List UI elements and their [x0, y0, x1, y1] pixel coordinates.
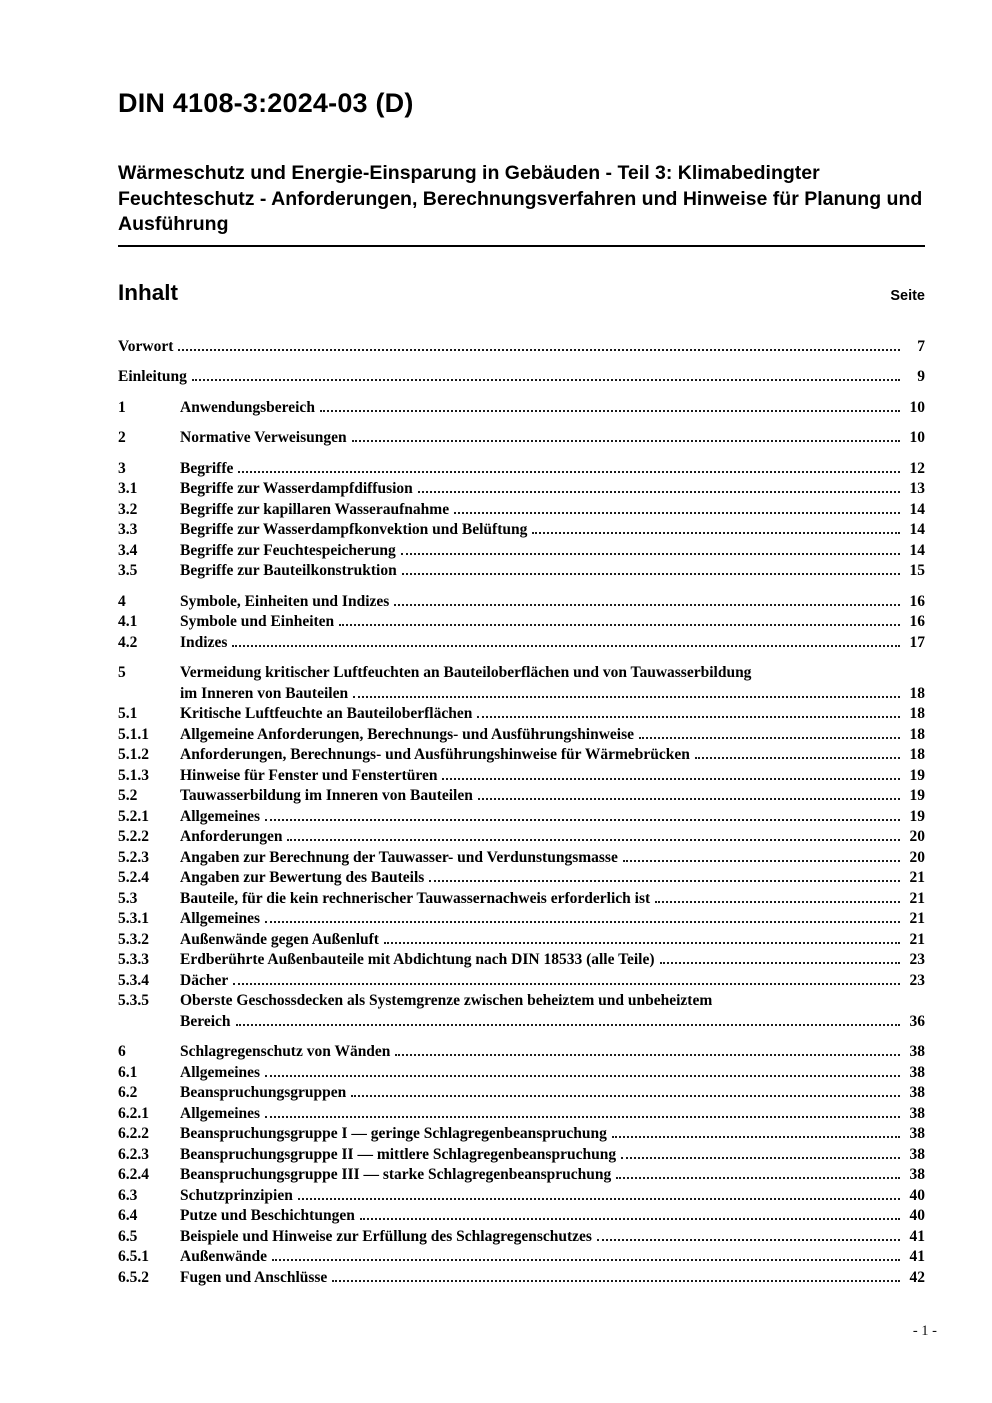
toc-entry-title: Schutzprinzipien: [180, 1186, 293, 1204]
toc-entry[interactable]: [118, 1268, 925, 1289]
toc-entry-page: 19: [909, 807, 925, 825]
toc-entry[interactable]: [118, 500, 925, 521]
toc-entry-number: 3: [118, 459, 126, 477]
toc-entry-number: 5.2: [118, 787, 138, 804]
toc-entry[interactable]: [118, 541, 925, 562]
toc-dot-leader: [478, 798, 900, 800]
toc-entry-page: 14: [909, 541, 925, 559]
toc-entry-page: 14: [909, 521, 925, 538]
toc-dot-leader: [418, 491, 900, 493]
toc-dot-leader: [597, 1239, 900, 1241]
toc-entry-title: Beispiele und Hinweise zur Erfüllung des Schlagregenschutzes: [180, 1227, 592, 1245]
toc-entry[interactable]: [118, 909, 925, 930]
toc-entry-title: Einleitung: [118, 368, 187, 385]
toc-entry-page: 18: [909, 746, 925, 763]
toc-entry[interactable]: [118, 807, 925, 828]
toc-entry-page: 38: [909, 1084, 925, 1101]
toc-dot-leader: [429, 880, 900, 882]
toc-entry-title: Symbole und Einheiten: [180, 613, 335, 630]
toc-entry-continuation[interactable]: [118, 684, 925, 705]
toc-dot-leader: [287, 839, 900, 841]
toc-dot-leader: [236, 1024, 900, 1026]
toc-dot-leader: [660, 962, 900, 964]
toc-dot-leader: [298, 1198, 900, 1200]
toc-entry-page: 19: [909, 766, 925, 784]
toc-entry[interactable]: [118, 459, 925, 480]
toc-entry-page: 21: [909, 910, 925, 927]
toc-entry-page: 17: [909, 633, 925, 651]
toc-entry-number: 5.1.3: [118, 766, 149, 784]
toc-dot-leader: [332, 1280, 900, 1282]
toc-dot-leader: [351, 1095, 900, 1097]
toc-entry-title: Anforderungen, Berechnungs- und Ausführungshinweise für Wärmebrücken: [180, 746, 690, 763]
toc-entry-number: 6.1: [118, 1063, 138, 1081]
toc-entry-number: 5.1: [118, 705, 138, 722]
toc-entry-number: 6.2: [118, 1084, 138, 1101]
toc-entry-number: 3.5: [118, 562, 138, 579]
toc-dot-leader: [394, 604, 900, 606]
toc-entry[interactable]: [118, 1186, 925, 1207]
toc-dot-leader: [353, 696, 900, 698]
toc-entry-title: Angaben zur Berechnung der Tauwasser- und Verdunstungsmasse: [180, 848, 618, 866]
toc-dot-leader: [265, 1116, 900, 1118]
toc-entry-title: Hinweise für Fenster und Fenstertüren: [180, 766, 438, 784]
toc-entry-page: 20: [909, 848, 925, 866]
toc-entry-title: Erdberührte Außenbauteile mit Abdichtung nach DIN 18533 (alle Teile): [180, 951, 655, 968]
toc-entry-page: 38: [909, 1145, 925, 1163]
toc-entry-title: Anforderungen: [180, 828, 283, 845]
toc-entry-page: 38: [909, 1043, 925, 1060]
toc-entry-number: 5: [118, 664, 126, 681]
toc-entry-number: 3.2: [118, 500, 138, 518]
toc-dot-leader: [612, 1136, 900, 1138]
toc-dot-leader: [320, 410, 900, 412]
toc-entry-page: 18: [909, 725, 925, 743]
toc-entry-title: Allgemeines: [180, 910, 261, 927]
toc-entry-title: Tauwasserbildung im Inneren von Bauteilen: [180, 787, 473, 804]
toc-entry-title: Beanspruchungsgruppe III — starke Schlagregenbeanspruchung: [180, 1166, 612, 1183]
toc-list: [118, 337, 925, 1289]
toc-entry-number: 5.3.3: [118, 951, 149, 968]
toc-entry-title: Kritische Luftfeuchte an Bauteiloberflächen: [180, 705, 473, 722]
toc-entry-title: Vorwort: [118, 337, 174, 355]
toc-entry[interactable]: [118, 663, 925, 684]
toc-entry[interactable]: [118, 848, 925, 869]
toc-entry[interactable]: [118, 889, 925, 910]
toc-entry-title: Begriffe zur kapillaren Wasseraufnahme: [180, 500, 450, 518]
toc-entry-title: Beanspruchungsgruppe I — geringe Schlagregenbeanspruchung: [180, 1125, 607, 1142]
toc-entry-title-line2: Bereich: [180, 1012, 231, 1030]
toc-entry-number: 6.2.1: [118, 1104, 149, 1122]
toc-entry-number: 6.5.1: [118, 1248, 149, 1265]
toc-entry-number: 5.3.1: [118, 910, 149, 927]
toc-entry[interactable]: [118, 725, 925, 746]
toc-entry-page: 38: [909, 1063, 925, 1081]
toc-entry-page: 10: [909, 398, 925, 416]
toc-entry[interactable]: [118, 766, 925, 787]
toc-entry-page: 40: [909, 1207, 925, 1224]
toc-entry[interactable]: [118, 1227, 925, 1248]
toc-dot-leader: [616, 1177, 900, 1179]
toc-entry-title: Begriffe zur Bauteilkonstruktion: [180, 562, 397, 579]
toc-entry[interactable]: [118, 633, 925, 654]
toc-entry[interactable]: [118, 367, 925, 388]
toc-entry-page: 18: [909, 705, 925, 722]
toc-entry-title: Symbole, Einheiten und Indizes: [180, 592, 390, 610]
toc-entry[interactable]: [118, 827, 925, 848]
toc-entry-title: Schlagregenschutz von Wänden: [180, 1043, 391, 1060]
toc-entry-number: 2: [118, 429, 126, 446]
toc-entry[interactable]: [118, 1247, 925, 1268]
toc-dot-leader: [395, 1054, 900, 1056]
toc-entry-title: Außenwände gegen Außenluft: [180, 930, 379, 948]
toc-entry-number: 5.3.2: [118, 930, 149, 948]
toc-entry-number: 4.2: [118, 633, 138, 651]
toc-entry[interactable]: [118, 1063, 925, 1084]
toc-dot-leader: [233, 983, 900, 985]
toc-entry-number: 5.3: [118, 889, 138, 907]
toc-entry-number: 3.4: [118, 541, 138, 559]
toc-dot-leader: [265, 921, 900, 923]
toc-entry[interactable]: [118, 930, 925, 951]
toc-entry-page: 38: [909, 1125, 925, 1142]
toc-entry[interactable]: [118, 868, 925, 889]
footer-page-number: - 1 -: [912, 1323, 937, 1339]
toc-dot-leader: [477, 716, 900, 718]
toc-entry-title: Beanspruchungsgruppen: [180, 1084, 347, 1101]
toc-entry[interactable]: [118, 1042, 925, 1063]
toc-entry-number: 6.2.2: [118, 1125, 149, 1142]
toc-entry[interactable]: [118, 950, 925, 971]
toc-entry-number: 6.4: [118, 1207, 138, 1224]
toc-entry[interactable]: [118, 612, 925, 633]
toc-entry-number: 6.2.4: [118, 1166, 149, 1183]
toc-entry-number: 5.2.3: [118, 848, 149, 866]
toc-entry[interactable]: [118, 398, 925, 419]
toc-entry-number: 4: [118, 592, 126, 610]
toc-entry-title: Bauteile, für die kein rechnerischer Tauwassernachweis erforderlich ist: [180, 889, 651, 907]
toc-header: [118, 280, 925, 306]
toc-entry-title: Allgemeines: [180, 1063, 261, 1081]
toc-entry[interactable]: [118, 786, 925, 807]
toc-entry-number: 3.1: [118, 480, 138, 497]
toc-entry[interactable]: [118, 745, 925, 766]
toc-dot-leader: [339, 624, 900, 626]
toc-entry[interactable]: [118, 520, 925, 541]
toc-entry-page: 18: [909, 684, 925, 702]
toc-dot-leader: [639, 737, 900, 739]
toc-entry-title: Beanspruchungsgruppe II — mittlere Schlagregenbeanspruchung: [180, 1145, 617, 1163]
toc-dot-leader: [265, 1075, 900, 1077]
toc-entry[interactable]: [118, 1124, 925, 1145]
toc-entry-page: 21: [909, 889, 925, 907]
toc-entry[interactable]: [118, 991, 925, 1012]
toc-entry-number: 5.2.2: [118, 828, 149, 845]
toc-entry-number: 5.2.1: [118, 807, 149, 825]
toc-entry-title: Angaben zur Bewertung des Bauteils: [180, 869, 425, 886]
toc-entry[interactable]: [118, 971, 925, 992]
toc-entry-page: 42: [909, 1268, 925, 1286]
toc-entry[interactable]: [118, 592, 925, 613]
toc-entry-number: 6.5.2: [118, 1268, 149, 1286]
toc-entry[interactable]: [118, 479, 925, 500]
toc-entry-page: 21: [909, 869, 925, 886]
toc-dot-leader: [232, 645, 900, 647]
toc-entry-title: Vermeidung kritischer Luftfeuchten an Bauteiloberflächen und von Tauwasserbildung: [180, 664, 752, 681]
document-title: Wärmeschutz und Energie-Einsparung in Gebäuden - Teil 3: Klimabedingter Feuchteschutz - Anforderungen, Berechnungsverfahren und Hinweise für Planung und Ausführung: [118, 161, 925, 247]
toc-entry-page: 38: [909, 1166, 925, 1183]
toc-entry-number: 5.3.4: [118, 971, 149, 989]
toc-dot-leader: [192, 379, 900, 381]
toc-entry-title: Allgemeine Anforderungen, Berechnungs- und Ausführungshinweise: [180, 725, 635, 743]
toc-dot-leader: [178, 349, 900, 351]
toc-entry-page: 40: [909, 1186, 925, 1204]
toc-entry-title: Außenwände: [180, 1248, 267, 1265]
toc-entry-title: Begriffe zur Wasserdampfkonvektion und Belüftung: [180, 521, 528, 538]
toc-entry-page: 19: [909, 787, 925, 804]
toc-entry-page: 20: [909, 828, 925, 845]
toc-entry[interactable]: [118, 1145, 925, 1166]
toc-entry-page: 23: [909, 951, 925, 968]
toc-entry[interactable]: [118, 428, 925, 449]
toc-dot-leader: [532, 532, 900, 534]
toc-entry-page: 41: [909, 1248, 925, 1265]
toc-entry-page: 7: [917, 337, 925, 355]
toc-entry-number: 6.5: [118, 1227, 138, 1245]
toc-entry-page: 41: [909, 1227, 925, 1245]
toc-entry-title: Dächer: [180, 971, 229, 989]
toc-entry[interactable]: [118, 1206, 925, 1227]
toc-dot-leader: [454, 512, 900, 514]
toc-entry-page: 21: [909, 930, 925, 948]
toc-entry-number: 3.3: [118, 521, 138, 538]
toc-entry-page: 38: [909, 1104, 925, 1122]
toc-entry[interactable]: [118, 561, 925, 582]
toc-entry-title: Allgemeines: [180, 1104, 261, 1122]
toc-dot-leader: [360, 1218, 900, 1220]
toc-entry[interactable]: [118, 1104, 925, 1125]
toc-entry-title: Begriffe zur Feuchtespeicherung: [180, 541, 396, 559]
toc-entry-page: 36: [909, 1012, 925, 1030]
toc-entry-page: 10: [909, 429, 925, 446]
toc-entry[interactable]: [118, 1165, 925, 1186]
toc-entry-number: 6.3: [118, 1186, 138, 1204]
toc-entry-number: 5.1.1: [118, 725, 149, 743]
toc-entry[interactable]: [118, 337, 925, 358]
toc-dot-leader: [401, 553, 900, 555]
toc-heading: Inhalt: [118, 279, 178, 305]
toc-entry-page: 16: [909, 613, 925, 630]
toc-dot-leader: [655, 901, 900, 903]
document-id: DIN 4108-3:2024-03 (D): [118, 88, 414, 118]
toc-entry-page: 9: [917, 368, 925, 385]
toc-entry-page: 16: [909, 592, 925, 610]
toc-entry-number: 6: [118, 1043, 126, 1060]
toc-entry-title-line2: im Inneren von Bauteilen: [180, 684, 349, 702]
toc-entry-number: 5.1.2: [118, 746, 149, 763]
toc-page-column-label: Seite: [890, 287, 925, 304]
toc-entry-number: 5.2.4: [118, 869, 149, 886]
toc-entry-page: 12: [909, 459, 925, 477]
toc-entry-title: Anwendungsbereich: [180, 398, 315, 416]
toc-entry-title: Allgemeines: [180, 807, 261, 825]
toc-entry-title: Oberste Geschossdecken als Systemgrenze zwischen beheiztem und unbeheiztem: [180, 992, 713, 1009]
toc-entry-title: Begriffe zur Wasserdampfdiffusion: [180, 480, 413, 497]
toc-entry[interactable]: [118, 704, 925, 725]
toc-entry-continuation[interactable]: [118, 1012, 925, 1033]
toc-dot-leader: [384, 942, 900, 944]
toc-entry-title: Putze und Beschichtungen: [180, 1207, 355, 1224]
toc-dot-leader: [238, 471, 900, 473]
toc-entry-title: Normative Verweisungen: [180, 429, 347, 446]
toc-dot-leader: [272, 1259, 900, 1261]
toc-entry-page: 23: [909, 971, 925, 989]
toc-dot-leader: [265, 819, 900, 821]
toc-entry-number: 6.2.3: [118, 1145, 149, 1163]
toc-entry-title: Indizes: [180, 633, 228, 651]
toc-entry-number: 1: [118, 398, 126, 416]
toc-entry-page: 15: [909, 562, 925, 579]
toc-entry-page: 13: [909, 480, 925, 497]
toc-dot-leader: [623, 860, 900, 862]
toc-dot-leader: [352, 440, 900, 442]
toc-entry[interactable]: [118, 1083, 925, 1104]
toc-entry-page: 14: [909, 500, 925, 518]
toc-entry-number: 5.3.5: [118, 992, 149, 1009]
toc-dot-leader: [442, 778, 900, 780]
toc-entry-title: Fugen und Anschlüsse: [180, 1268, 328, 1286]
toc-entry-number: 4.1: [118, 613, 138, 630]
toc-entry-title: Begriffe: [180, 459, 234, 477]
toc-dot-leader: [402, 573, 900, 575]
toc-dot-leader: [695, 757, 900, 759]
toc-dot-leader: [621, 1157, 900, 1159]
